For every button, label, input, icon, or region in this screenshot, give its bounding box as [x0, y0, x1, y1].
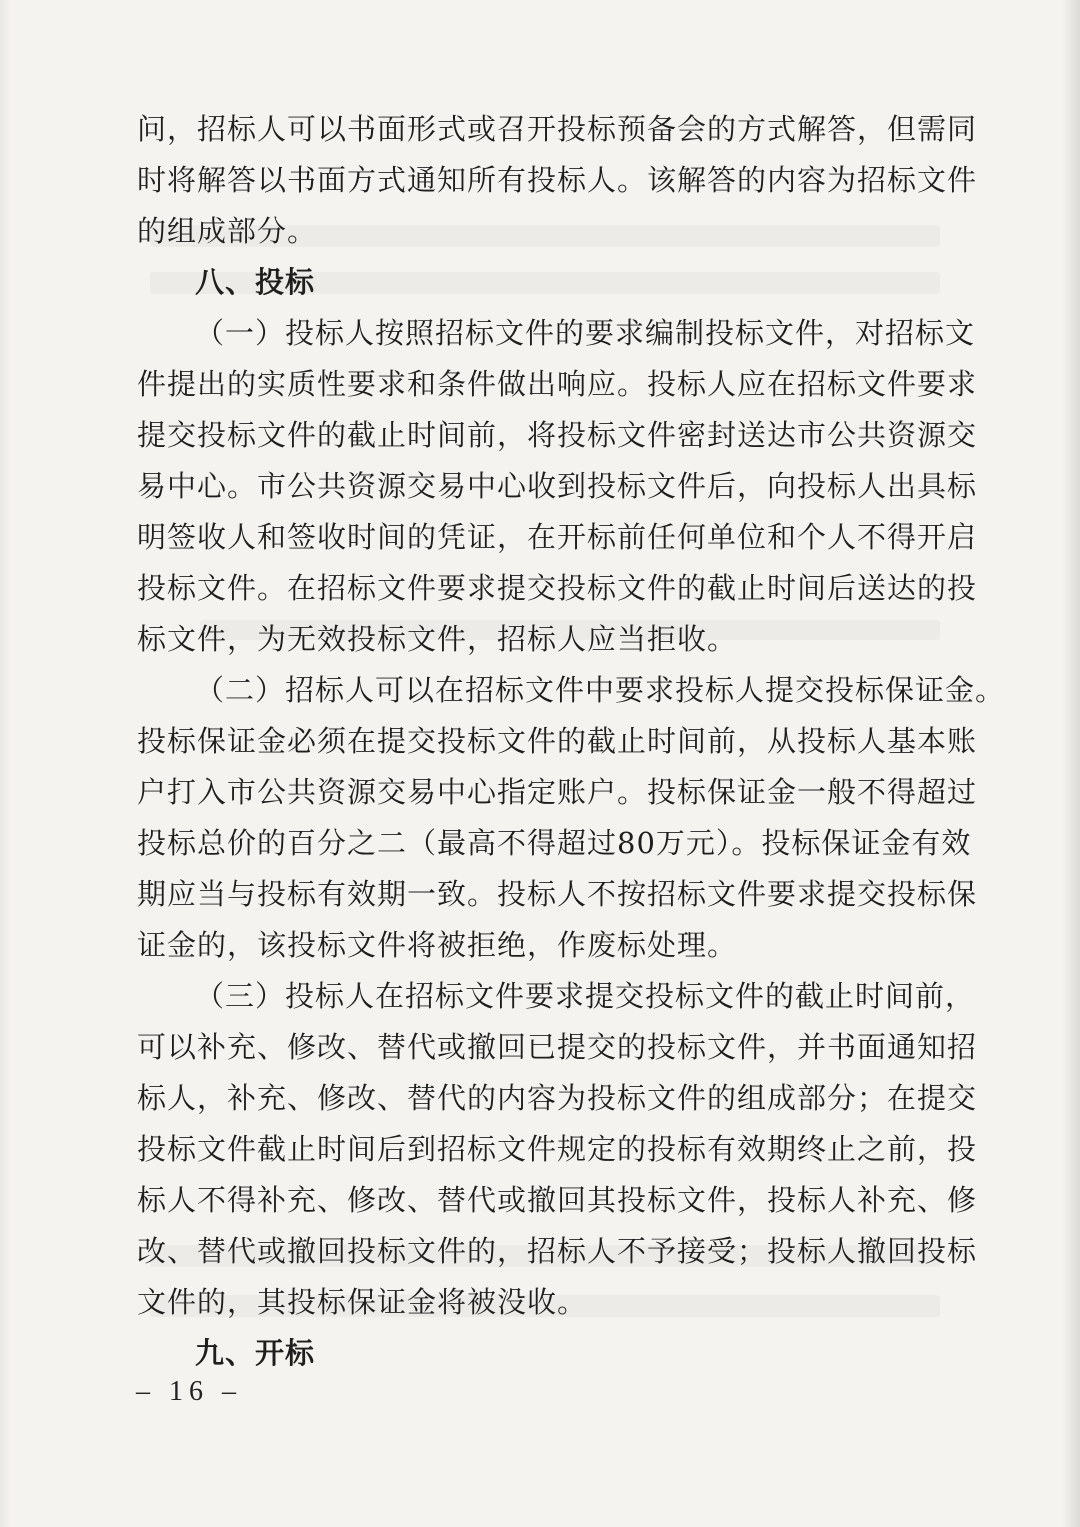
- paragraph-line: 标人，补充、修改、替代的内容为投标文件的组成部分；在提交: [137, 1081, 978, 1115]
- paragraph-line: 期应当与投标有效期一致。投标人不按招标文件要求提交投标保: [137, 877, 978, 911]
- paragraph-line: 明签收人和签收时间的凭证，在开标前任何单位和个人不得开启: [137, 520, 978, 554]
- page-number: – 16 –: [136, 1376, 242, 1407]
- paragraph-line: 投标文件。在招标文件要求提交投标文件的截止时间后送达的投: [137, 571, 978, 605]
- paragraph-line: （二）招标人可以在招标文件中要求投标人提交投标保证金。: [195, 673, 1006, 707]
- scan-left-edge-shadow: [0, 0, 10, 1527]
- paragraph-line: （三）投标人在招标文件要求提交投标文件的截止时间前，: [195, 979, 976, 1013]
- paragraph-line: 投标文件截止时间后到招标文件规定的投标有效期终止之前，投: [137, 1132, 978, 1166]
- paragraph-line: （一）投标人按照招标文件的要求编制投标文件，对招标文: [195, 316, 976, 350]
- section-heading-bidding: 八、投标: [195, 265, 316, 299]
- paragraph-line: 投标保证金必须在提交投标文件的截止时间前，从投标人基本账: [137, 724, 978, 758]
- paragraph-line: 时将解答以书面方式通知所有投标人。该解答的内容为招标文件: [137, 163, 978, 197]
- paragraph-line: 投标总价的百分之二（最高不得超过80万元）。投标保证金有效: [137, 826, 972, 860]
- paragraph-line: 可以补充、修改、替代或撤回已提交的投标文件，并书面通知招: [137, 1030, 978, 1064]
- paragraph-line: 改、替代或撤回投标文件的，招标人不予接受；投标人撤回投标: [137, 1234, 978, 1268]
- paragraph-line: 文件的，其投标保证金将被没收。: [137, 1285, 588, 1319]
- scan-right-edge-shadow: [1062, 0, 1080, 1527]
- paragraph-line: 标人不得补充、修改、替代或撤回其投标文件，投标人补充、修: [137, 1183, 978, 1217]
- section-heading-bid-opening: 九、开标: [195, 1336, 316, 1370]
- paragraph-line: 证金的，该投标文件将被拒绝，作废标处理。: [137, 928, 738, 962]
- paragraph-line: 易中心。市公共资源交易中心收到投标文件后，向投标人出具标: [137, 469, 978, 503]
- paragraph-line: 件提出的实质性要求和条件做出响应。投标人应在招标文件要求: [137, 367, 978, 401]
- paragraph-line: 提交投标文件的截止时间前，将投标文件密封送达市公共资源交: [137, 418, 978, 452]
- paragraph-line: 户打入市公共资源交易中心指定账户。投标保证金一般不得超过: [137, 775, 978, 809]
- paragraph-line: 标文件，为无效投标文件，招标人应当拒收。: [137, 622, 738, 656]
- paragraph-line: 问，招标人可以书面形式或召开投标预备会的方式解答，但需同: [137, 112, 978, 146]
- paragraph-line: 的组成部分。: [137, 214, 318, 248]
- document-body: [137, 104, 1006, 1379]
